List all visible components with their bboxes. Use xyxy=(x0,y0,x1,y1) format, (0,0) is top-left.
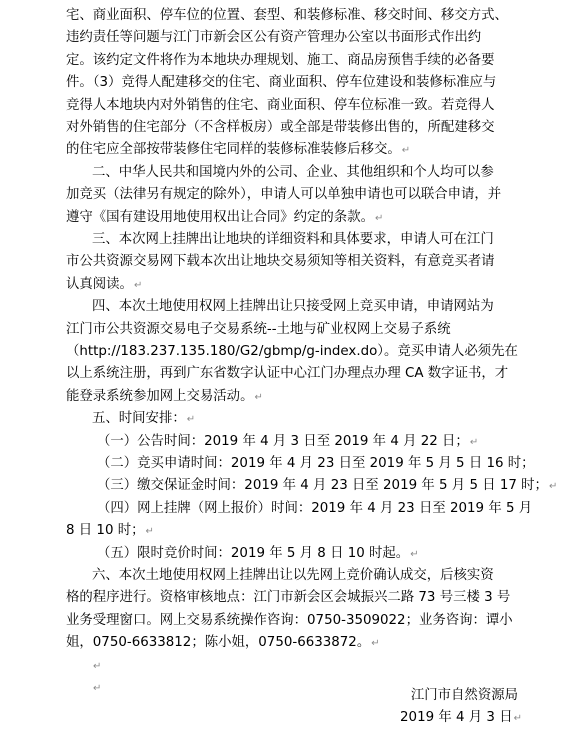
text-line xyxy=(92,163,520,184)
line-text: 宅、商业面积、停车位的位置、套型、和装修标准、移交时间、移交方式、 xyxy=(66,8,508,23)
paragraph-mark: ↵ xyxy=(93,683,102,694)
line-text: 市公共资源交易网下载本次出让地块交易须知等相关资料，有意竞买者请 xyxy=(66,254,495,270)
line-text: （三）缴交保证金时间：2019 年 4 月 23 日至 2019 年 5 月 5 日 17 时； xyxy=(97,478,548,494)
paragraph-mark: ↵ xyxy=(371,638,380,650)
line-text: 以上系统注册，再到广东省数字认证中心江门办理点办理 CA 数字证书，才 xyxy=(66,366,509,382)
text-line xyxy=(66,521,520,542)
line-text: 竞得人本地块内对外销售的住宅、商业面积、停车位标准一致。若竞得人 xyxy=(66,97,495,113)
text-line xyxy=(97,476,558,497)
line-text: 认真阅读。 xyxy=(66,276,133,292)
text-line xyxy=(66,73,520,94)
line-text: （http://183.237.135.180/G2/gbmp/g-index.do）。竞买申请人必须先在 xyxy=(66,344,518,359)
text-line xyxy=(66,588,520,609)
line-text: 能登录系统参加网上交易活动。 xyxy=(66,388,254,404)
text-line xyxy=(66,633,520,654)
text-line xyxy=(66,51,520,72)
line-text: 江门市公共资源交易电子交易系统--土地与矿业权网上交易子系统 xyxy=(66,321,451,337)
text-line xyxy=(66,611,520,632)
text-line xyxy=(66,320,520,341)
text-line xyxy=(66,118,520,139)
text-line xyxy=(97,499,533,520)
line-text: 的住宅应全部按带装修住宅同样的装修标准装修后移交。 xyxy=(66,142,401,158)
signature-date-text: 2019 年 4 月 3 日 xyxy=(400,710,513,725)
line-text: （二）竞买申请时间：2019 年 4 月 23 日至 2019 年 5 月 5 日 16 时； xyxy=(97,456,535,471)
line-text: 件。（3）竞得人配建移交的住宅、商业面积、停车位建设和装修标准应与 xyxy=(66,75,497,91)
line-text: 二、中华人民共和国境内外的公司、企业、其他组织和个人均可以参 xyxy=(92,164,494,180)
line-text: 8 日 10 时； xyxy=(66,523,145,539)
line-text: 三、本次网上挂牌出让地块的详细资料和具体要求，申请人可在江门 xyxy=(92,232,494,247)
paragraph-mark: ↵ xyxy=(401,145,411,157)
paragraph-mark: ↵ xyxy=(513,713,522,724)
text-line xyxy=(92,409,520,430)
text-line xyxy=(97,432,520,453)
line-text: （五）限时竞价时间：2019 年 5 月 8 日 10 时起。 xyxy=(97,545,410,561)
text-line xyxy=(92,230,520,251)
paragraph-mark: ↵ xyxy=(254,391,263,403)
paragraph-mark: ↵ xyxy=(548,481,558,493)
signature-org-text: 江门市自然资源局 xyxy=(410,688,518,703)
line-text: 定。该约定文件将作为本地块办理规划、施工、商品房预售手续的必备要 xyxy=(66,52,495,68)
line-text: （一）公告时间：2019 年 4 月 3 日至 2019 年 4 月 22 日； xyxy=(97,433,469,449)
text-line xyxy=(66,364,520,385)
text-line xyxy=(66,185,520,206)
line-text: 四、本次土地使用权网上挂牌出让只接受网上竞买申请，申请网站为 xyxy=(92,299,494,315)
text-line xyxy=(66,252,520,273)
text-line xyxy=(66,387,520,408)
text-line xyxy=(66,96,520,117)
text-line xyxy=(97,544,520,565)
line-text: 姐，0750-6633812；陈小姐，0750-6633872。 xyxy=(66,635,371,651)
paragraph-mark: ↵ xyxy=(410,548,419,560)
text-line xyxy=(66,342,520,363)
line-text: 业务受理窗口。网上交易系统操作咨询：0750-3509022；业务咨询：谭小 xyxy=(66,612,513,628)
paragraph-mark: ↵ xyxy=(186,414,196,426)
text-line xyxy=(92,566,520,587)
text-line xyxy=(92,656,520,677)
signature-org xyxy=(411,686,518,706)
text-line xyxy=(66,208,520,229)
paragraph-mark: ↵ xyxy=(145,526,154,538)
text-line xyxy=(66,6,520,27)
line-text: 对外销售的住宅部分（不含样板房）或全部是带装修出售的，所配建移交 xyxy=(66,120,495,135)
signature-date xyxy=(400,708,522,729)
line-text: 五、时间安排： xyxy=(92,411,186,427)
line-text: 遵守《国有建设用地使用权出让合同》约定的条款。 xyxy=(66,209,374,225)
line-text: （四）网上挂牌（网上报价）时间：2019 年 4 月 23 日至 2019 年 5 月 xyxy=(97,500,533,516)
paragraph-mark: ↵ xyxy=(133,279,143,291)
line-text: 加竞买（法律另有规定的除外），申请人可以单独申请也可以联合申请，并 xyxy=(66,187,502,203)
text-line xyxy=(66,140,520,161)
line-text: 违约责任等问题与江门市新会区公有资产管理办公室以书面形式作出约 xyxy=(66,30,482,46)
paragraph-mark: ↵ xyxy=(93,660,102,672)
paragraph-mark: ↵ xyxy=(374,212,384,224)
text-line xyxy=(92,297,520,318)
text-line xyxy=(66,275,520,296)
text-line xyxy=(97,454,535,475)
text-line xyxy=(66,28,520,49)
line-text: 格的程序进行。资格审核地点：江门市新会区会城振兴二路 73 号三楼 3 号 xyxy=(66,590,511,606)
line-text: 六、本次土地使用权网上挂牌出让以先网上竞价确认成交，后核实资 xyxy=(92,568,494,583)
paragraph-mark: ↵ xyxy=(469,436,479,448)
